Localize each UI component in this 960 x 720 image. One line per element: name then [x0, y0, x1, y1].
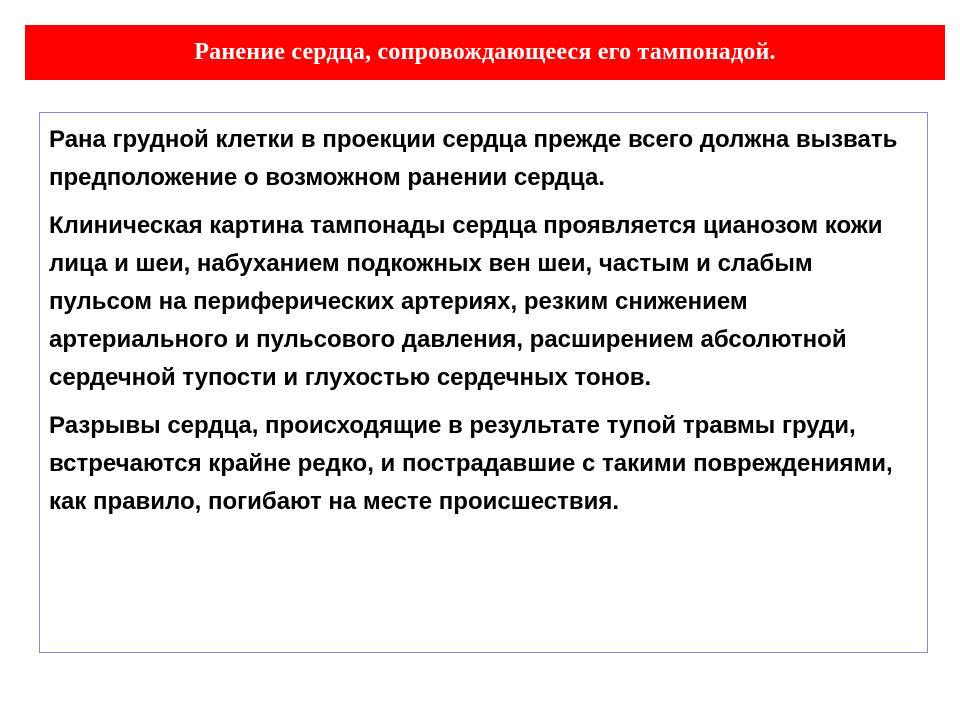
paragraph-heart-rupture: Разрывы сердца, происходящие в результате тупой травмы груди, встречаются крайне редко, и пострадавшие с такими повреждениями, как правило, погибают на месте происшествия.: [49, 412, 893, 515]
paragraph-tamponade-symptoms: Клиническая картина тампонады сердца проявляется цианозом кожи лица и шеи, набуханием подкожных вен шеи, частым и слабым пульсом на периферических артериях, резким снижением артериального и пульсового давления, расширением абсолютной сердечной тупости и глухостью сердечных тонов.: [49, 212, 883, 391]
paragraph-wound-suspicion: Рана грудной клетки в проекции сердца прежде всего должна вызвать предположение о возможном ранении сердца.: [49, 126, 898, 191]
title-banner: [25, 25, 945, 80]
slide-title: Ранение сердца, сопровождающееся его тампонадой.: [194, 39, 776, 65]
content-box: [39, 112, 928, 653]
